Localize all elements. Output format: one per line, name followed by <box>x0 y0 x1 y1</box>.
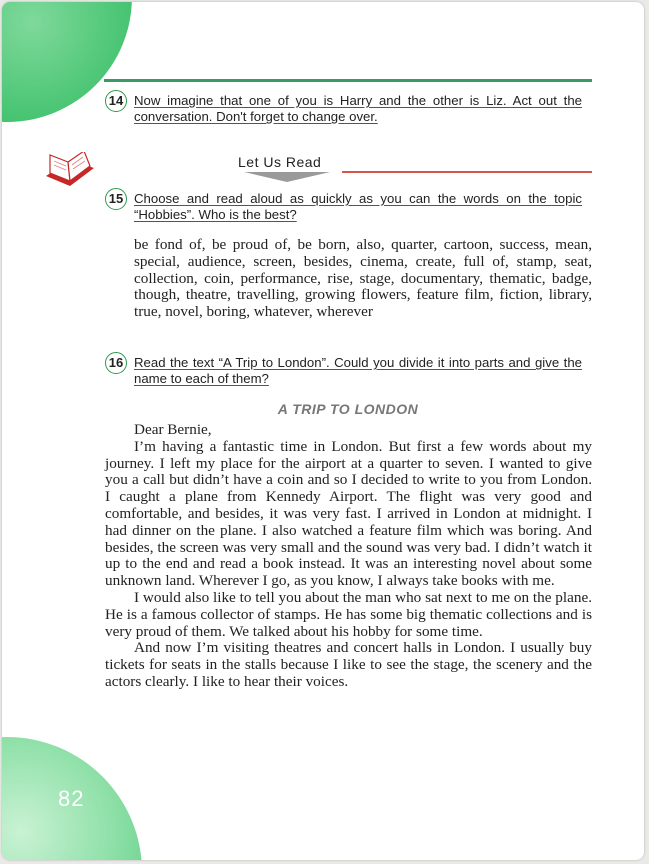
open-book-icon <box>44 152 96 194</box>
exercise-number-15: 15 <box>105 188 127 210</box>
exercise-number-14: 14 <box>105 90 127 112</box>
section-heading-pointer <box>244 172 330 182</box>
top-divider <box>104 79 592 82</box>
story-greeting: Dear Bernie, <box>134 421 212 438</box>
page-number: 82 <box>58 786 85 811</box>
section-heading: Let Us Read <box>238 154 322 170</box>
exercise-16-instruction: Read the text “A Trip to London”. Could you divide it into parts and give the name to each of them? <box>134 355 582 386</box>
story-text <box>105 422 592 691</box>
story-paragraph: And now I’m visiting theatres and concert halls in London. I usually buy tickets for seats in the stalls because I like to see the stage, the scenery and the actors clearly. I like to hear their voices. <box>105 639 592 690</box>
textbook-page <box>2 2 644 860</box>
exercise-14-instruction: Now imagine that one of you is Harry and the other is Liz. Act out the conversation. Don't forget to change over. <box>134 93 582 124</box>
story-paragraph: I would also like to tell you about the man who sat next to me on the plane. He is a famous collector of stamps. He has some big thematic collections and is very proud of them. We talked about his hobby for some time. <box>105 588 592 640</box>
story-title: A TRIP TO LONDON <box>277 401 419 417</box>
section-heading-rule <box>342 171 592 173</box>
exercise-number-16: 16 <box>105 352 127 374</box>
exercise-15-instruction: Choose and read aloud as quickly as you can the words on the topic “Hobbies”. Who is the best? <box>134 191 582 222</box>
story-paragraph: I’m having a fantastic time in London. But first a few words about my journey. I left my place for the airport at a quarter to seven. I wanted to give you a call but didn’t have a coin and so I decided to write to you from London. I caught a plane from Kennedy Airport. The flight was very good and comfortable, and besides, it was very fast. I arrived in London at midnight. I had dinner on the plane. I also watched a feature film which was boring. And besides, the screen was very small and the sound was very bad. I didn’t watch it up to the end and read a book instead. It was an interesting novel about some unknown land. Wherever I go, as you know, I always take books with me. <box>105 437 592 590</box>
hobby-word-list: be fond of, be proud of, be born, also, quarter, cartoon, success, mean, special, audience, screen, besides, cinema, create, full of, stamp, seat, collection, coin, performance, rise, stage, documentary, thematic, badge, though, theatre, travelling, growing flowers, feature film, fiction, library, true, novel, boring, whatever, wherever <box>134 236 592 321</box>
